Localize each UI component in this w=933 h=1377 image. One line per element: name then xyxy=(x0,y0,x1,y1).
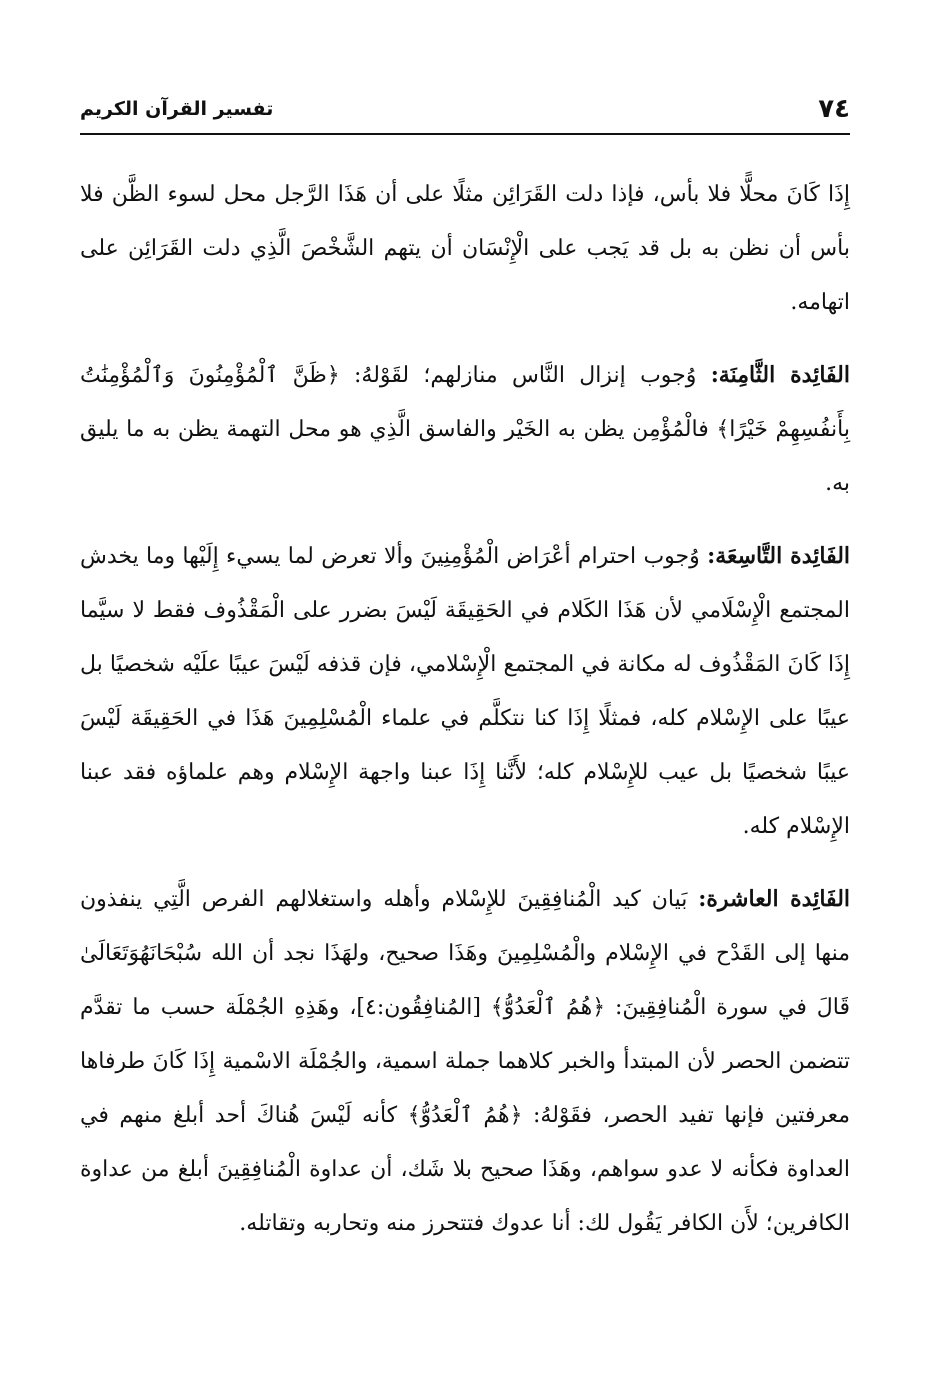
paragraph-text: وُجوب احترام أعْرَاض الْمُؤْمِنِينَ وألا تعرض لما يسيء إِلَيْها وما يخدش المجتمع الْإِسْلَامي لأن هَذَا الكَلام في الحَقِيقَة لَيْسَ بضرر على الْمَقْذُوف فقط لا سيَّما إِذَا كَانَ المَقْذُوف له مكانة في المجتمع الْإِسْلامي، فإن قذفه لَيْسَ عيبًا علَيْه شخصيًا بل عيبًا على الإِسْلام كله، فمثلًا إِذَا كنا نتكلَّم في علماء الْمُسْلِمِينَ هَذَا في الحَقِيقَة لَيْسَ عيبًا شخصيًا بل عيب للإِسْلام كله؛ لأَنَّنا إِذَا عبنا واجهة الإِسْلام وهم علماؤه فقد عبنا الإِسْلام كله. xyxy=(80,544,850,839)
benefit-label: الفَائِدة التَّاسِعَة: xyxy=(707,543,851,569)
page-body xyxy=(80,168,850,1269)
header-divider xyxy=(80,133,850,135)
paragraph-text: وُجوب إنزال النَّاس منازلهم؛ لقَوْلهُ: ﴿ظَنَّ ٱلْمُؤْمِنُونَ وَٱلْمُؤْمِنَٰتُ بِأَنفُسِهِمْ خَيْرًا﴾ فالْمُؤْمِن يظن به الخَيْر والفاسق الَّذِي هو محل التهمة يظن به ما يليق به. xyxy=(80,363,850,496)
paragraph-benefit-9 xyxy=(80,529,850,854)
paragraph-continuation xyxy=(80,168,850,330)
benefit-label: الفَائِدة الثَّامِنَة: xyxy=(710,362,851,388)
paragraph-text: بَيان كيد الْمُنافِقِينَ للإِسْلام وأهله واستغلالهم الفرص الَّتِي ينفذون منها إلى القَدْح في الإِسْلام والْمُسْلِمِينَ وهَذَا صحيح، ولهَذَا نجد أن الله سُبْحَانَهُوَتَعَالَىٰ قَالَ في سورة الْمُنافِقِينَ: ﴿هُمُ ٱلْعَدُوُّ﴾ [المُنافِقُون:٤]، وهَذِهِ الجُمْلَة حسب ما تقدَّم تتضمن الحصر لأن المبتدأ والخبر كلاهما جملة اسمية، والجُمْلَة الاسْمية إِذَا كَانَ طرفاها معرفتين فإنها تفيد الحصر، فقَوْلهُ: ﴿هُمُ ٱلْعَدُوُّ﴾ كأنه لَيْسَ هُناكَ أحد أبلغ منهم في العداوة فكأنه لا عدو سواهم، وهَذَا صحيح بلا شَك، أن عداوة الْمُنافِقِينَ أبلغ من عداوة الكافرين؛ لأَن الكافر يَقُول لك: أنا عدوك فتتحرز منه وتحاربه وتقاتله. xyxy=(80,887,851,1236)
benefit-label: الفَائِدة العاشرة: xyxy=(698,886,851,912)
page-number: ٧٤ xyxy=(818,94,850,124)
paragraph-text: إِذَا كَانَ محلًّا فلا بأس، فإذا دلت القَرَائِن مثلًا على أن هَذَا الرَّجل محل لسوء الظَّن فلا بأس أن نظن به بل قد يَجب على الْإِنْسَان أن يتهم الشَّخْصَ الَّذِي دلت القَرَائِن على اتهامه. xyxy=(80,182,850,315)
page-header xyxy=(80,94,850,134)
paragraph-benefit-8 xyxy=(80,348,850,511)
paragraph-benefit-10 xyxy=(80,872,850,1251)
book-title: تفسير القرآن الكريم xyxy=(80,98,274,120)
